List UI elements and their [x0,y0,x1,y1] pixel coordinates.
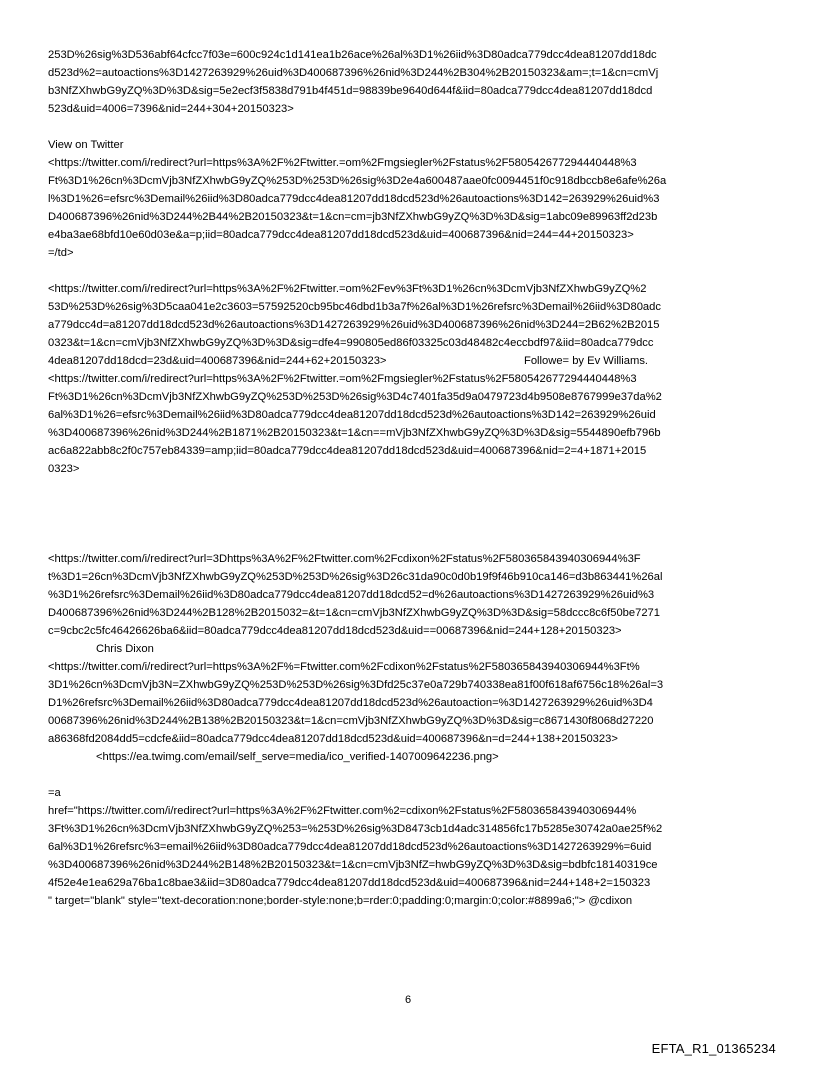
text-line: <https://twitter.com/i/redirect?url=https%3A%2F%2Ftwitter.=om%2Fmgsiegler%2Fstatus%2F580542677294440448%3 [48,373,637,385]
author-name: Chris Dixon [96,643,154,655]
text-line: =a [48,787,61,799]
text-block-1 [48,46,770,118]
text-block-5 [48,550,770,658]
followed-by-label: Followe= by Ev Williams. [524,355,649,367]
text-line: 6al%3D1%26refsrc%3=email%26iid%3D80adca779dcc4dea81207dd18dcd523d%26autoactions%3D1427263929%=6uid [48,841,652,853]
text-line: Ft%3D1%26cn%3DcmVjb3NfZXhwbG9yZQ%253D%253D%26sig%3D4c7401fa35d9a0479723d4b9508e8767999e37da%2 [48,391,662,403]
text-line: 4f52e4e1ea629a76ba1c8bae3&iid=3D80adca779dcc4dea81207dd18dcd523d&uid=400687396&nid=244+148+2=150323 [48,877,651,889]
text-line: 3Ft%3D1%26cn%3DcmVjb3NfZXhwbG9yZQ%253=%253D%26sig%3D8473cb1d4adc314856fc17b5285e30742a0ae25f%2 [48,823,663,835]
text-line-segment: 4dea81207dd18dcd=23d&uid=400687396&nid=244+62+20150323> [48,355,387,367]
text-line: t%3D1=26cn%3DcmVjb3NfZXhwbG9yZQ%253D%253D%26sig%3D26c31da90c0d0b19f9f46b910ca146=d3b863441%26al [48,571,663,583]
text-line: 00687396%26nid%3D244%2B138%2B20150323&t=1&cn=cmVjb3NfZXhwbG9yZQ%3D%3D&sig=c8671430f8068d27220 [48,715,654,727]
text-line: D400687396%26nid%3D244%2B128%2B2015032=&t=1&cn=cmVjb3NfZXhwbG9yZQ%3D%3D&sig=58dccc8c6f50be7271 [48,607,660,619]
text-line: =/td> [48,247,74,259]
text-line: 53D%253D%26sig%3D5caa041e2c3603=57592520cb95bc46dbd1b3a7f%26al%3D1%26refsrc%3Demail%26iid%3D80adc [48,301,661,313]
text-block-3 [48,280,770,370]
text-line: 3D1%26cn%3DcmVjb3N=ZXhwbG9yZQ%253D%253D%26sig%3Dfd25c37e0a729b740338ea81f00f618af6756c18%26al=3 [48,679,664,691]
text-line: <https://twitter.com/i/redirect?url=https%3A%2F%2Ftwitter.=om%2Fev%3Ft%3D1%26cn%3DcmVjb3NfZXhwbG9yZQ%2 [48,283,647,295]
text-line: 0323> [48,463,80,475]
text-line: D400687396%26nid%3D244%2B44%2B20150323&t=1&cn=cm=jb3NfZXhwbG9yZQ%3D%3D&sig=1abc09e89963ff2d23b [48,211,658,223]
text-line: a86368fd2084dd5=cdcfe&iid=80adca779dcc4dea81207dd18dcd523d&uid=400687396&n=d=244+138+20150323> [48,733,618,745]
text-line: ac6a822abb8c2f0c757eb84339=amp;iid=80adca779dcc4dea81207dd18dcd523d&uid=400687396&nid=2=4+1871+2015 [48,445,647,457]
text-line: %3D1%26refsrc%3Demail%26iid%3D80adca779dcc4dea81207dd18dcd52=d%26autoactions%3D1427263929%26uid%3 [48,589,655,601]
text-line: <https://twitter.com/i/redirect?url=3Dhttps%3A%2F%2Ftwitter.com%2Fcdixon%2Fstatus%2F580365843940306944%3F [48,553,641,565]
text-line: a779dcc4d=a81207dd18dcd523d%26autoactions%3D1427263929%26uid%3D400687396%26nid%3D244=2B62%2B2015 [48,319,660,331]
text-line [48,352,770,370]
text-line: d523d%2=autoactions%3D1427263929%26uid%3D400687396%26nid%3D244%2B304%2B20150323&am=;t=1&cn=cmVj [48,67,659,79]
bates-number: EFTA_R1_01365234 [651,1041,776,1056]
text-block-2 [48,136,770,262]
view-on-twitter-label: View on Twitter [48,139,124,151]
page-number: 6 [404,994,412,1006]
text-line: %3D400687396%26nid%3D244%2B1871%2B20150323&t=1&cn==mVjb3NfZXhwbG9yZQ%3D%3D&sig=5544890efb796b [48,427,661,439]
text-line: 253D%26sig%3D536abf64cfcc7f03e=600c924c1d141ea1b26ace%26al%3D1%26iid%3D80adca779dcc4dea81207dd18dc [48,49,657,61]
text-line: e4ba3ae68bfd10e60d03e&a=p;iid=80adca779dcc4dea81207dd18dcd523d&uid=400687396&nid=244=44+20150323> [48,229,634,241]
text-line: 6al%3D1%26=efsrc%3Demail%26iid%3D80adca779dcc4dea81207dd18dcd523d%26autoactions%3D142=263929%26uid [48,409,656,421]
text-line: b3NfZXhwbG9yZQ%3D%3D&sig=5e2ecf3f5838d791b4f451d=98839be9640d644f&iid=80adca779dcc4dea81207dd18dcd [48,85,653,97]
text-line: D1%26refsrc%3Demail%26iid%3D80adca779dcc4dea81207dd18dcd523d%26autoaction=%3D1427263929%26uid%3D4 [48,697,653,709]
verified-icon-url: <https://ea.twimg.com/email/self_serve=media/ico_verified-1407009642236.png> [96,751,499,763]
text-line: <https://twitter.com/i/redirect?url=https%3A%2F%=Ftwitter.com%2Fcdixon%2Fstatus%2F580365843940306944%3Ft% [48,661,640,673]
text-line: 523d&uid=4006=7396&nid=244+304+20150323> [48,103,294,115]
text-block-7 [48,784,770,910]
text-line: %3D400687396%26nid%3D244%2B148%2B20150323&t=1&cn=cmVjb3NfZ=hwbG9yZQ%3D%3D&sig=bdbfc18140319ce [48,859,658,871]
text-line: <https://twitter.com/i/redirect?url=https%3A%2F%2Ftwitter.=om%2Fmgsiegler%2Fstatus%2F580542677294440448%3 [48,157,637,169]
text-block-6 [48,658,770,766]
text-line: l%3D1%26=efsrc%3Demail%26iid%3D80adca779dcc4dea81207dd18dcd523d%26autoactions%3D142=263929%26uid%3 [48,193,660,205]
text-line: " target="blank" style="text-decoration:none;border-style:none;b=rder:0;padding:0;margin:0;color:#8899a6;"> @cdixon [48,895,633,907]
text-line: c=9cbc2c5fc46426626ba6&iid=80adca779dcc4dea81207dd18dcd523d&uid==00687396&nid=244+128+20150323> [48,625,622,637]
text-line: href="https://twitter.com/i/redirect?url=https%3A%2F%2Ftwitter.com%2=cdixon%2Fstatus%2F580365843940306944% [48,805,637,817]
document-page [48,46,770,910]
text-line: 0323&t=1&cn=cmVjb3NfZXhwbG9yZQ%3D%3D&sig=dfe4=990805ed86f03325c03d48482c4eccbdf97&iid=80adca779dcc [48,337,654,349]
text-line: Ft%3D1%26cn%3DcmVjb3NfZXhwbG9yZQ%253D%253D%26sig%3D2e4a600487aae0fc0094451f0c918dbccb8e6afe%26a [48,175,667,187]
text-block-4 [48,370,770,478]
